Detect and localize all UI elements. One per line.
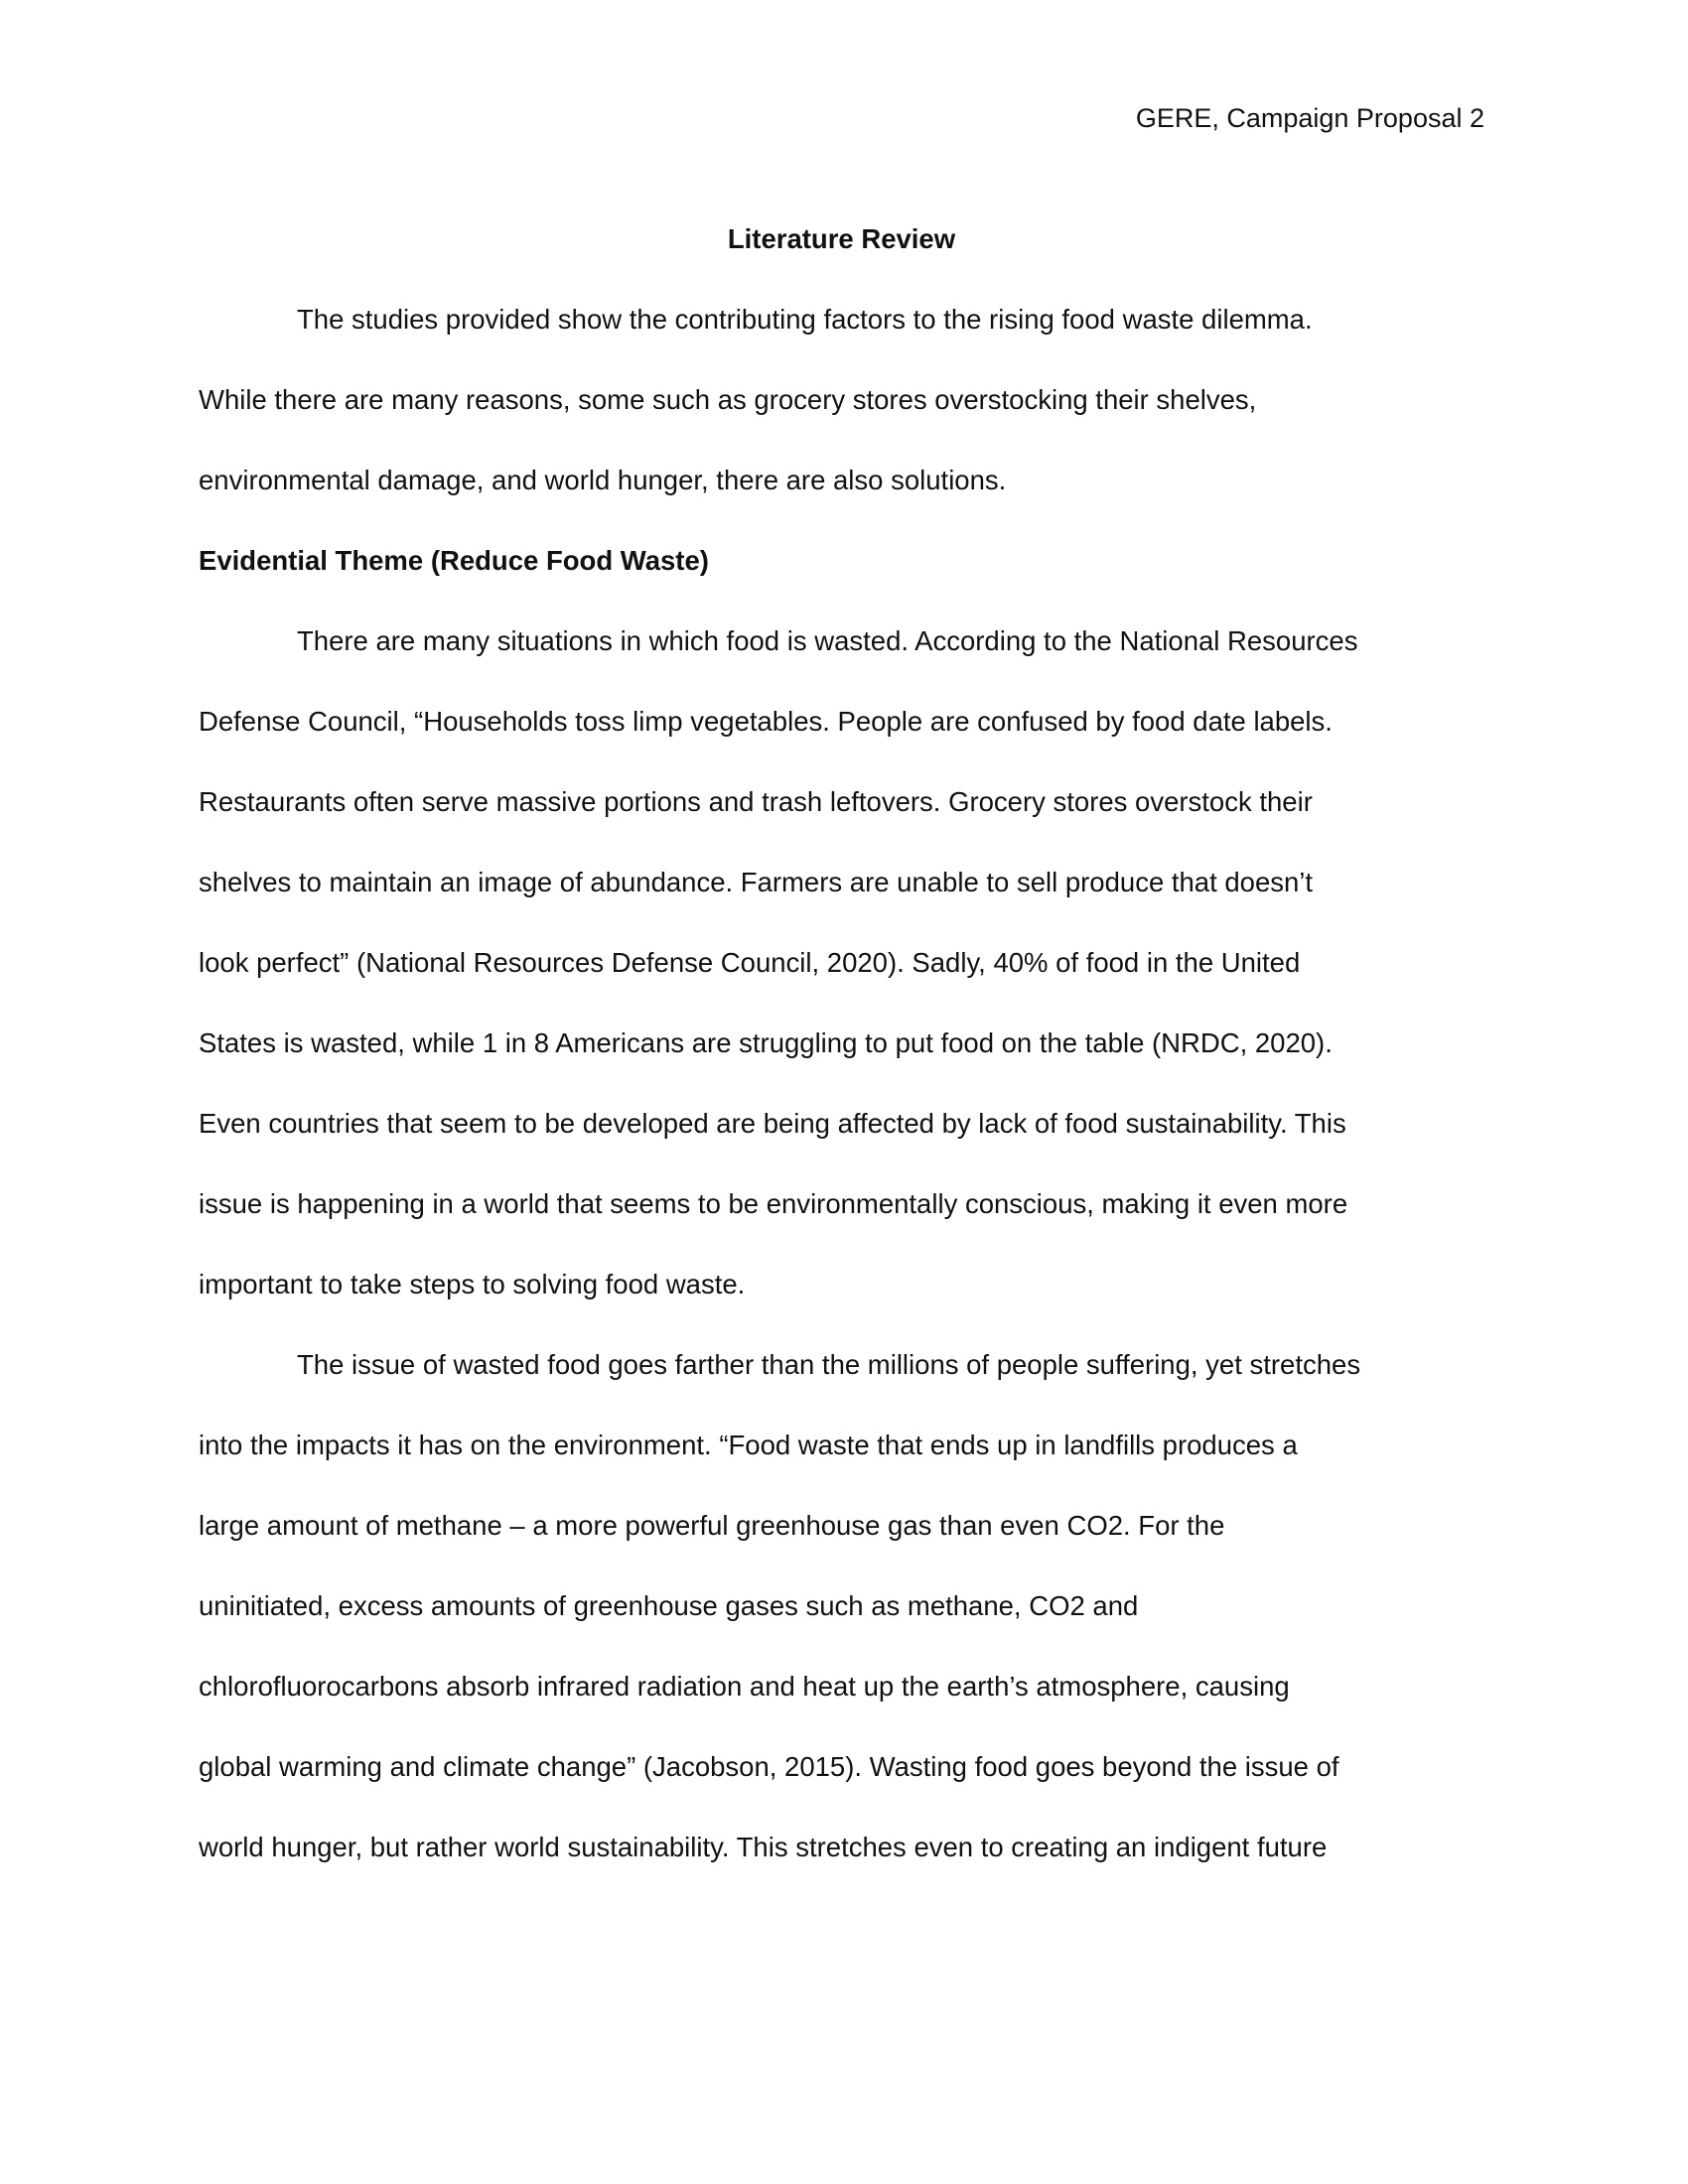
page-title: Literature Review	[727, 223, 956, 254]
text-line: environmental damage, and world hunger, there are also solutions.	[199, 465, 1007, 495]
text-line: important to take steps to solving food waste.	[199, 1269, 746, 1299]
text-line: world hunger, but rather world sustainability. This stretches even to creating an indigent future	[199, 1832, 1328, 1862]
section-heading: Evidential Theme (Reduce Food Waste)	[199, 545, 709, 576]
text-line: look perfect” (National Resources Defense Council, 2020). Sadly, 40% of food in the United	[199, 947, 1301, 978]
body-paragraph-1	[199, 601, 1484, 1324]
intro-paragraph	[199, 279, 1484, 520]
text-line: There are many situations in which food is wasted. According to the National Resources	[297, 625, 1358, 656]
text-line: uninitiated, excess amounts of greenhouse gases such as methane, CO2 and	[199, 1590, 1139, 1621]
text-line: large amount of methane – a more powerful greenhouse gas than even CO2. For the	[199, 1510, 1225, 1541]
text-line: Restaurants often serve massive portions and trash leftovers. Grocery stores overstock their	[199, 786, 1313, 817]
document-body	[199, 199, 1484, 1887]
text-line: shelves to maintain an image of abundance. Farmers are unable to sell produce that doesn’t	[199, 867, 1314, 897]
text-line: The studies provided show the contributing factors to the rising food waste dilemma.	[297, 304, 1313, 335]
text-line: into the impacts it has on the environment. “Food waste that ends up in landfills produces a	[199, 1430, 1298, 1460]
running-head: GERE, Campaign Proposal 2	[1135, 103, 1484, 133]
text-line: chlorofluorocarbons absorb infrared radiation and heat up the earth’s atmosphere, causing	[199, 1671, 1290, 1702]
text-line: States is wasted, while 1 in 8 Americans are struggling to put food on the table (NRDC, 2020).	[199, 1027, 1333, 1058]
text-line: issue is happening in a world that seems to be environmentally conscious, making it even more	[199, 1188, 1348, 1219]
text-line: Defense Council, “Households toss limp vegetables. People are confused by food date labels.	[199, 706, 1333, 737]
text-line: global warming and climate change” (Jacobson, 2015). Wasting food goes beyond the issue of	[199, 1751, 1339, 1782]
body-paragraph-2	[199, 1324, 1484, 1887]
text-line: Even countries that seem to be developed are being affected by lack of food sustainability. This	[199, 1108, 1346, 1139]
text-line: While there are many reasons, some such as grocery stores overstocking their shelves,	[199, 384, 1257, 415]
text-line: The issue of wasted food goes farther than the millions of people suffering, yet stretches	[297, 1349, 1361, 1380]
